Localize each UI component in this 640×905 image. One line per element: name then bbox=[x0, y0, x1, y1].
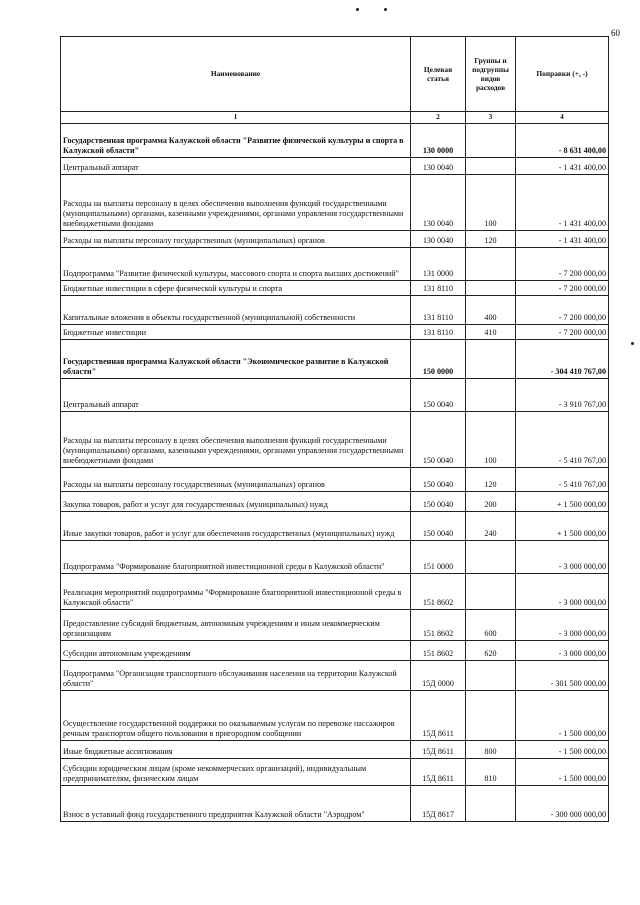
table-row bbox=[61, 491, 609, 511]
row-expense-group bbox=[466, 785, 516, 821]
scan-speck bbox=[384, 8, 387, 11]
row-expense-group: 240 bbox=[466, 511, 516, 540]
row-amount: - 3 000 000,00 bbox=[516, 540, 609, 573]
row-target-item: 15Д 8617 bbox=[411, 785, 466, 821]
row-amount: - 300 000 000,00 bbox=[516, 785, 609, 821]
table-row bbox=[61, 467, 609, 491]
table-row bbox=[61, 247, 609, 280]
table-row bbox=[61, 339, 609, 378]
row-name: Взнос в уставный фонд государственного предприятия Калужской области "Аэродром" bbox=[61, 785, 411, 821]
row-amount: + 1 500 000,00 bbox=[516, 511, 609, 540]
row-expense-group: 600 bbox=[466, 609, 516, 640]
row-name: Капитальные вложения в объекты государственной (муниципальной) собственности bbox=[61, 295, 411, 324]
row-expense-group bbox=[466, 540, 516, 573]
row-expense-group bbox=[466, 247, 516, 280]
row-name: Расходы на выплаты персоналу государственных (муниципальных) органов bbox=[61, 467, 411, 491]
header-target-item: Целевая статья bbox=[411, 37, 466, 112]
row-amount: - 3 910 767,00 bbox=[516, 378, 609, 411]
row-expense-group: 810 bbox=[466, 758, 516, 785]
row-name: Субсидии автономным учреждениям bbox=[61, 640, 411, 660]
row-name: Государственная программа Калужской области "Экономическое развитие в Калужской области" bbox=[61, 339, 411, 378]
table-row bbox=[61, 295, 609, 324]
row-target-item: 15Д 0000 bbox=[411, 660, 466, 690]
table-row bbox=[61, 740, 609, 758]
column-number: 2 bbox=[411, 112, 466, 124]
row-target-item: 150 0000 bbox=[411, 339, 466, 378]
row-target-item: 131 0000 bbox=[411, 247, 466, 280]
column-number: 3 bbox=[466, 112, 516, 124]
row-amount: - 7 200 000,00 bbox=[516, 324, 609, 339]
table-row bbox=[61, 540, 609, 573]
row-name: Расходы на выплаты персоналу государственных (муниципальных) органов bbox=[61, 230, 411, 247]
row-expense-group: 620 bbox=[466, 640, 516, 660]
table-row bbox=[61, 324, 609, 339]
row-amount: + 1 500 000,00 bbox=[516, 491, 609, 511]
row-expense-group bbox=[466, 157, 516, 174]
row-amount: - 3 000 000,00 bbox=[516, 609, 609, 640]
budget-amendments-table bbox=[60, 36, 609, 822]
row-target-item: 130 0040 bbox=[411, 157, 466, 174]
row-target-item: 15Д 8611 bbox=[411, 740, 466, 758]
row-name: Иные бюджетные ассигнования bbox=[61, 740, 411, 758]
table-row bbox=[61, 573, 609, 609]
row-name: Осуществление государственной поддержки по оказываемым услугам по перевозке пассажиров речным транспортом общего пользования в пригородном сообщении bbox=[61, 690, 411, 740]
row-name: Закупка товаров, работ и услуг для государственных (муниципальных) нужд bbox=[61, 491, 411, 511]
row-amount: - 1 431 400,00 bbox=[516, 230, 609, 247]
row-amount: - 1 431 400,00 bbox=[516, 157, 609, 174]
row-amount: - 5 410 767,00 bbox=[516, 411, 609, 467]
row-amount: - 1 431 400,00 bbox=[516, 174, 609, 230]
row-target-item: 131 8110 bbox=[411, 295, 466, 324]
table-row bbox=[61, 123, 609, 157]
row-expense-group bbox=[466, 378, 516, 411]
table-row bbox=[61, 609, 609, 640]
row-name: Иные закупки товаров, работ и услуг для обеспечения государственных (муниципальных) нужд bbox=[61, 511, 411, 540]
row-target-item: 151 8602 bbox=[411, 640, 466, 660]
row-name: Субсидии юридическим лицам (кроме некоммерческих организаций), индивидуальным предпринимателям, физическим лицам bbox=[61, 758, 411, 785]
row-target-item: 150 0040 bbox=[411, 378, 466, 411]
row-expense-group: 120 bbox=[466, 467, 516, 491]
table-row bbox=[61, 690, 609, 740]
row-target-item: 150 0040 bbox=[411, 411, 466, 467]
table-row bbox=[61, 378, 609, 411]
table-row bbox=[61, 157, 609, 174]
page-number: 60 bbox=[611, 28, 620, 38]
row-name: Центральный аппарат bbox=[61, 157, 411, 174]
table-row bbox=[61, 660, 609, 690]
table-row bbox=[61, 785, 609, 821]
row-target-item: 150 0040 bbox=[411, 491, 466, 511]
row-amount: - 5 410 767,00 bbox=[516, 467, 609, 491]
table-row bbox=[61, 411, 609, 467]
row-expense-group: 800 bbox=[466, 740, 516, 758]
row-name: Бюджетные инвестиции bbox=[61, 324, 411, 339]
row-amount: - 7 200 000,00 bbox=[516, 247, 609, 280]
row-name: Подпрограмма "Развитие физической культуры, массового спорта и спорта высших достижений" bbox=[61, 247, 411, 280]
row-amount: - 7 200 000,00 bbox=[516, 295, 609, 324]
row-expense-group bbox=[466, 280, 516, 295]
row-expense-group bbox=[466, 690, 516, 740]
row-name: Государственная программа Калужской области "Развитие физической культуры и спорта в Калужской области" bbox=[61, 123, 411, 157]
row-target-item: 151 8602 bbox=[411, 609, 466, 640]
table-header-row bbox=[61, 37, 609, 112]
column-number: 1 bbox=[61, 112, 411, 124]
row-amount: - 1 500 000,00 bbox=[516, 758, 609, 785]
row-target-item: 131 8110 bbox=[411, 324, 466, 339]
table-row bbox=[61, 511, 609, 540]
row-amount: - 301 500 000,00 bbox=[516, 660, 609, 690]
column-number: 4 bbox=[516, 112, 609, 124]
row-expense-group bbox=[466, 339, 516, 378]
row-name: Бюджетные инвестиции в сфере физической культуры и спорта bbox=[61, 280, 411, 295]
row-name: Расходы на выплаты персоналу в целях обеспечения выполнения функций государственными (муниципальными) органами, казенными учреждениями, органами управления государственными внебюджетными фондами bbox=[61, 411, 411, 467]
row-expense-group: 410 bbox=[466, 324, 516, 339]
table-row bbox=[61, 758, 609, 785]
row-target-item: 151 0000 bbox=[411, 540, 466, 573]
row-amount: - 1 500 000,00 bbox=[516, 740, 609, 758]
row-target-item: 130 0040 bbox=[411, 230, 466, 247]
table-row bbox=[61, 174, 609, 230]
row-amount: - 1 500 000,00 bbox=[516, 690, 609, 740]
row-expense-group: 100 bbox=[466, 411, 516, 467]
header-amendments: Поправки (+, -) bbox=[516, 37, 609, 112]
scan-speck bbox=[356, 8, 359, 11]
row-name: Расходы на выплаты персоналу в целях обеспечения выполнения функций государственными (муниципальными) органами, казенными учреждениями, органами управления государственными внебюджетными фондами bbox=[61, 174, 411, 230]
row-name: Подпрограмма "Организация транспортного обслуживания населения на территории Калужской области" bbox=[61, 660, 411, 690]
row-expense-group: 100 bbox=[466, 174, 516, 230]
row-target-item: 130 0000 bbox=[411, 123, 466, 157]
table-row bbox=[61, 640, 609, 660]
row-expense-group bbox=[466, 573, 516, 609]
row-target-item: 150 0040 bbox=[411, 467, 466, 491]
row-target-item: 15Д 8611 bbox=[411, 690, 466, 740]
row-amount: - 8 631 400,00 bbox=[516, 123, 609, 157]
scan-speck bbox=[631, 342, 634, 345]
row-target-item: 15Д 8611 bbox=[411, 758, 466, 785]
row-name: Подпрограмма "Формирование благоприятной инвестиционной среды в Калужской области" bbox=[61, 540, 411, 573]
row-target-item: 151 8602 bbox=[411, 573, 466, 609]
row-expense-group: 200 bbox=[466, 491, 516, 511]
row-name: Реализация мероприятий подпрограммы "Формирование благоприятной инвестиционной среды в Калужской области" bbox=[61, 573, 411, 609]
column-number-row bbox=[61, 112, 609, 124]
table-row bbox=[61, 230, 609, 247]
table-row bbox=[61, 280, 609, 295]
row-name: Предоставление субсидий бюджетным, автономным учреждениям и иным некоммерческим организациям bbox=[61, 609, 411, 640]
header-name: Наименование bbox=[61, 37, 411, 112]
row-target-item: 130 0040 bbox=[411, 174, 466, 230]
row-expense-group: 400 bbox=[466, 295, 516, 324]
row-amount: - 304 410 767,00 bbox=[516, 339, 609, 378]
row-expense-group: 120 bbox=[466, 230, 516, 247]
header-expense-group: Группы и подгруппы видов расходов bbox=[466, 37, 516, 112]
row-target-item: 131 8110 bbox=[411, 280, 466, 295]
row-amount: - 3 000 000,00 bbox=[516, 640, 609, 660]
row-expense-group bbox=[466, 123, 516, 157]
row-name: Центральный аппарат bbox=[61, 378, 411, 411]
row-expense-group bbox=[466, 660, 516, 690]
row-amount: - 3 000 000,00 bbox=[516, 573, 609, 609]
row-target-item: 150 0040 bbox=[411, 511, 466, 540]
row-amount: - 7 200 000,00 bbox=[516, 280, 609, 295]
